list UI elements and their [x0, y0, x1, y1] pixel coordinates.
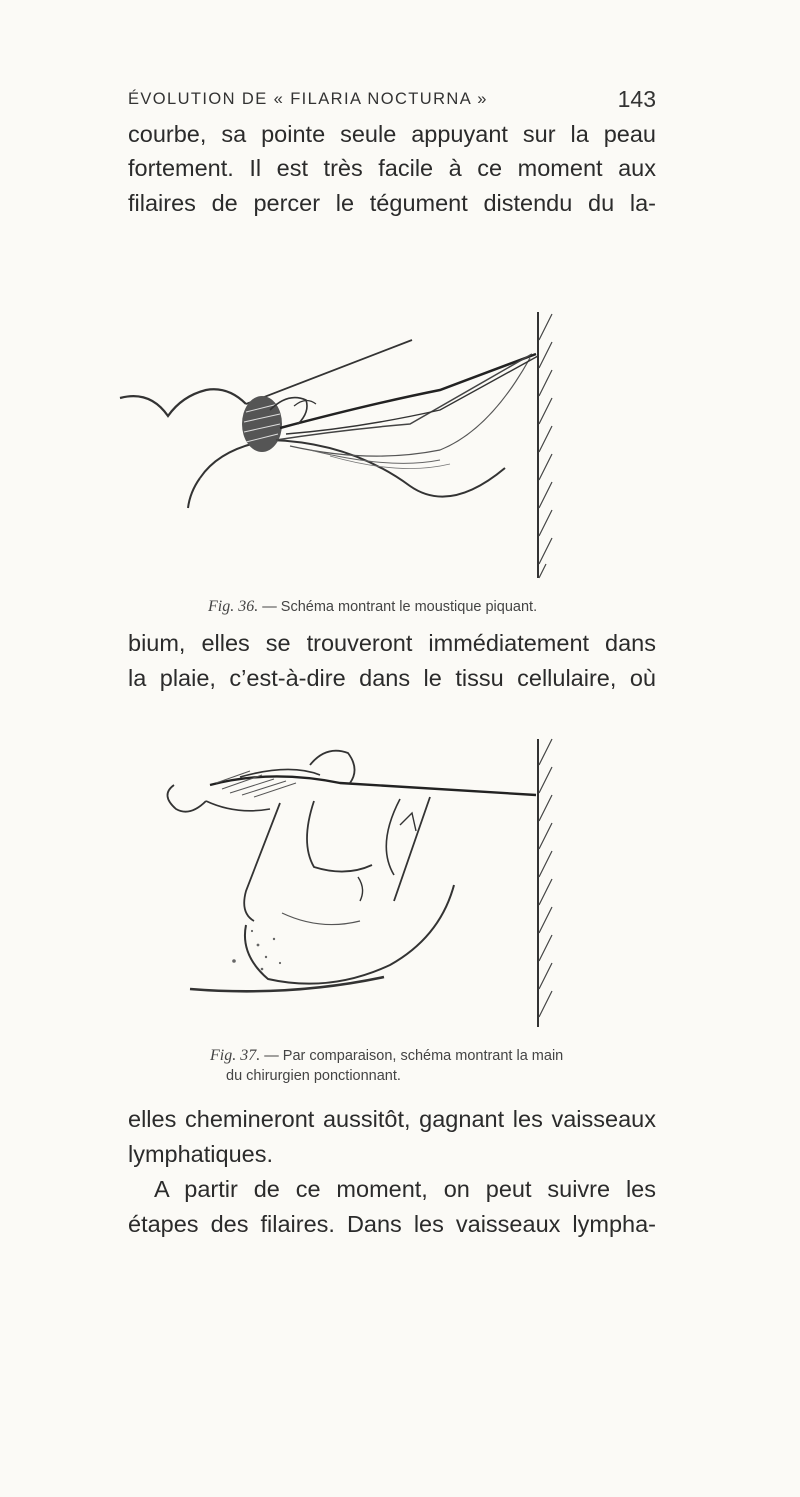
text-line: courbe, sa pointe seule appuyant sur la peau — [128, 121, 656, 147]
page-number: 143 — [617, 86, 656, 112]
text-line: filaires de percer le tégument distendu du la- — [128, 190, 656, 216]
text-line: fortement. Il est très facile à ce moment aux — [128, 155, 656, 181]
figure-37-caption — [210, 1046, 563, 1086]
text-line: bium, elles se trouveront immédiatement dans — [128, 630, 656, 656]
text-line: A partir de ce moment, on peut suivre les — [154, 1176, 656, 1202]
figure-37-surgeon-hand-diagram — [150, 725, 590, 1035]
running-title: ÉVOLUTION DE « FILARIA NOCTURNA » — [128, 90, 488, 108]
text-line: étapes des filaires. Dans les vaisseaux lympha- — [128, 1211, 656, 1237]
figure-37-label: Fig. 37. — [210, 1047, 261, 1064]
figure-36-label: Fig. 36. — [208, 598, 259, 615]
text-line: elles chemineront aussitôt, gagnant les vaisseaux — [128, 1106, 656, 1132]
figure-37-caption-line2: du chirurgien ponctionnant. — [226, 1068, 401, 1084]
text-line: la plaie, c’est-à-dire dans le tissu cellulaire, où — [128, 665, 656, 691]
figure-36-mosquito-diagram — [110, 300, 600, 590]
figure-37-caption-line1: — Par comparaison, schéma montrant la main — [264, 1048, 564, 1064]
figure-36-caption-text: — Schéma montrant le moustique piquant. — [262, 599, 538, 615]
text-line: lymphatiques. — [128, 1141, 273, 1167]
figure-36-caption — [208, 597, 537, 617]
